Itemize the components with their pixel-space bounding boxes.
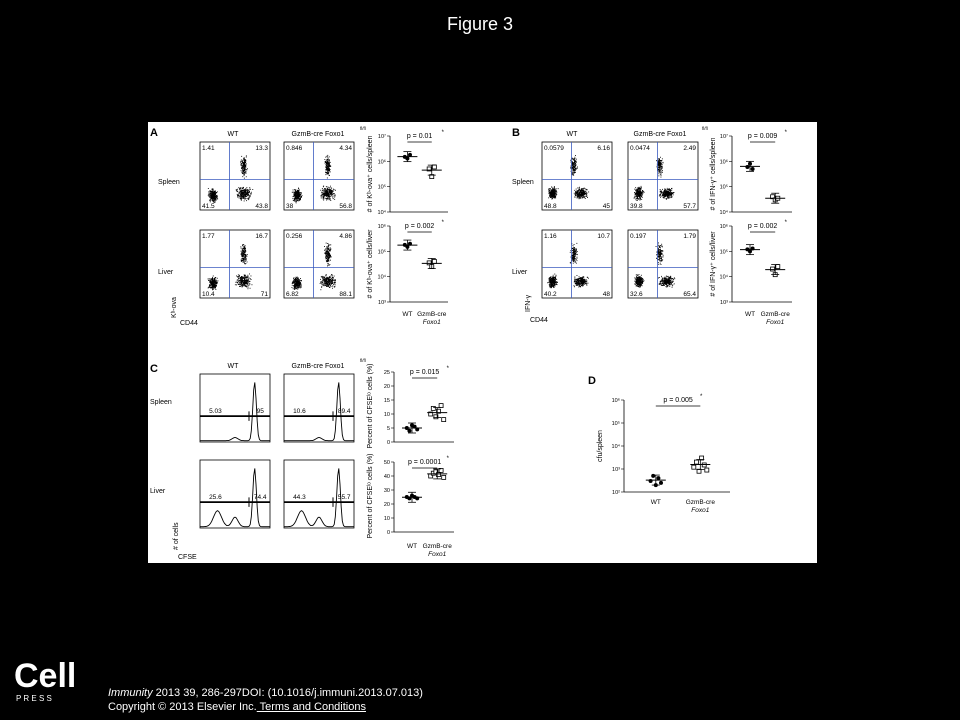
panel-a-bottom-ylabel: # of Kᵇ-ova⁺ cells/liver [367, 229, 374, 299]
panel-b-col-wt: WT [566, 131, 578, 138]
panel-a-top-ylabel: # of Kᵇ-ova⁺ cells/spleen [367, 135, 374, 213]
panel-c-bottom-ytick-label: 50 [383, 460, 390, 466]
panel-c-top-ytick-label: 20 [383, 384, 390, 390]
panel-b-top-ytick-label: 10⁵ [719, 184, 728, 191]
panel-b-bottom-pvalue: p = 0.002 [747, 223, 778, 230]
panel-d-ytick-label: 10⁴ [611, 444, 620, 450]
terms-link[interactable]: Terms and Conditions [256, 701, 366, 713]
panel-c-row-liver: Liver [150, 488, 166, 495]
panel-b-top-pvalue: p = 0.009 [747, 133, 778, 140]
panel-c-bottom-point [442, 475, 446, 479]
panel-b-liver-wt-frame [542, 230, 612, 298]
panel-b-liver-wt-q1: 1.16 [544, 233, 557, 240]
panel-b-row-spleen: Spleen [512, 179, 534, 186]
panel-a-bottom-ytick-label: 10⁴ [377, 274, 386, 281]
panel-a-xcat-ko2: Foxo1 [422, 319, 441, 326]
panel-d-ytick-label: 10⁶ [611, 398, 620, 404]
panel-c-bottom-ytick-label: 10 [383, 516, 390, 522]
panel-b-spleen-wt-q2: 6.16 [597, 145, 610, 152]
panel-b-bottom-point [776, 265, 780, 269]
panel-c-liver-wt-gate-right: 74.4 [253, 493, 267, 501]
panel-c-top-ytick-label: 5 [386, 426, 390, 432]
panel-a-top-ytick-label: 10⁶ [377, 159, 386, 166]
panel-c-spleen-ko-gate-right: 89.4 [337, 407, 351, 415]
panel-b-bottom-ytick-label: 10⁶ [719, 224, 728, 230]
panel-a-bottom-point [432, 259, 436, 263]
panel-b-xcat-ko2: Foxo1 [766, 319, 785, 326]
panel-b-bottom-point [771, 267, 775, 271]
citation-line [108, 686, 423, 700]
panel-b-xcat-ko: GzmB-cre [760, 311, 790, 318]
panel-a-top-point [432, 165, 436, 169]
panel-c-bottom-ytick-label: 30 [383, 488, 390, 494]
cell-press-logo [14, 657, 80, 703]
panel-b-top-ylabel: # of IFN-γ⁺ cells/spleen [710, 137, 717, 211]
panel-b-bottom-ytick-label: 10³ [720, 300, 728, 306]
panel-b-letter: B [512, 127, 520, 139]
panel-c-letter: C [150, 363, 158, 375]
panel-b-top-point [751, 167, 755, 171]
citation-journal: Immunity [108, 687, 153, 699]
panel-c-top-point [407, 429, 411, 433]
panel-c-col-ko: GzmB-cre Foxo1 [291, 363, 345, 370]
panel-c-yaxis-label: # of cells [173, 522, 180, 550]
panel-b-col-ko: GzmB-cre Foxo1 [633, 131, 687, 138]
panel-d-asterisk: * [700, 394, 703, 400]
panel-a-yaxis-label: Kᵇ-ova [171, 297, 178, 318]
panel-d-pvalue: p = 0.005 [663, 397, 693, 404]
panel-a-liver-wt-q4: 71 [260, 291, 268, 298]
panel-c-top-ytick-label: 25 [383, 370, 390, 376]
panel-b-liver-ko-q1: 0.197 [630, 233, 647, 240]
panel-b-spleen-wt-frame [542, 142, 612, 210]
panel-b-spleen-ko-q4: 57.7 [683, 203, 696, 210]
panel-a-xcat-ko: GzmB-cre [417, 311, 447, 318]
panel-a-spleen-ko-q3: 38 [286, 203, 294, 210]
panel-c-bottom-asterisk: * [446, 456, 449, 462]
panel-c-top-asterisk: * [446, 366, 449, 372]
panel-c-top-point [442, 418, 446, 422]
panel-d-point [651, 474, 655, 478]
panel-c-bottom-ytick-label: 40 [383, 474, 390, 480]
panel-d-ylabel: cfu/spleen [597, 430, 604, 462]
panel-c-sup: fl/fl [360, 358, 366, 363]
panel-c-liver-wt-gate-left: 25.6 [209, 493, 222, 501]
panel-b-liver-ko-q4: 65.4 [683, 291, 696, 298]
panel-c-row-spleen: Spleen [150, 399, 172, 406]
panel-a-liver-ko-q4: 88.1 [339, 291, 352, 298]
panel-b-spleen-wt-q1: 0.0579 [544, 145, 564, 152]
panel-a-spleen-wt-q4: 43.8 [255, 203, 268, 210]
panel-c-xcat-ko: GzmB-cre [422, 543, 452, 550]
panel-b-top-point [745, 165, 749, 169]
panel-a-spleen-wt-q2: 13.3 [255, 145, 268, 152]
panel-c-top-ytick-label: 15 [383, 398, 390, 404]
panel-c-top-pvalue: p = 0.015 [409, 369, 440, 376]
panel-c-top-point [431, 406, 435, 410]
panel-b-spleen-ko-q3: 39.8 [630, 203, 643, 210]
panel-c-top-ytick-label: 0 [386, 440, 390, 446]
panel-a-spleen-wt-q3: 41.5 [202, 203, 215, 210]
panel-a-liver-wt-q1: 1.77 [202, 233, 215, 240]
panel-c-bottom-ytick-label: 20 [383, 502, 390, 508]
panel-c-bottom-pvalue: p = 0.0001 [407, 459, 442, 466]
panel-b-liver-wt-q2: 10.7 [597, 233, 610, 240]
panel-d-point [656, 476, 660, 480]
panel-d-point [659, 481, 663, 485]
panel-c-top-ylabel: Percent of CFSEˡᵒ cells (%) [367, 363, 374, 449]
panel-d-xcat-wt: WT [650, 499, 661, 506]
slide-title: Figure 3 [446, 14, 514, 34]
copyright-line [108, 700, 423, 714]
panel-b-top-ytick-label: 10⁶ [719, 159, 728, 166]
panel-c-top-ytick-label: 10 [383, 412, 390, 418]
panel-b-liver-wt-q4: 48 [602, 291, 610, 298]
citation [108, 686, 423, 714]
panel-b-liver-ko-q3: 32.6 [630, 291, 643, 298]
panel-a-col-wt: WT [227, 131, 239, 138]
panel-d-point [694, 460, 698, 464]
panel-a-spleen-ko-q1: 0.846 [286, 145, 303, 152]
panel-d-ytick-label: 10⁵ [611, 421, 620, 427]
panel-a-bottom-asterisk: * [441, 220, 444, 226]
panel-d-letter: D [588, 375, 596, 387]
panel-c-top-point [439, 404, 443, 408]
figure-svg [148, 122, 817, 563]
panel-a-top-ytick-label: 10⁵ [377, 184, 386, 191]
copyright-text: Copyright © 2013 Elsevier Inc. [108, 701, 257, 713]
panel-b-top-ytick-label: 10⁴ [719, 210, 728, 216]
citation-ref: 2013 39, 286-297DOI: (10.1016/j.immuni.2013.07.013) [152, 687, 423, 699]
panel-b-top-ytick-label: 10⁷ [719, 134, 728, 140]
panel-b-spleen-ko-frame [628, 142, 698, 210]
panel-a-liver-ko-q1: 0.256 [286, 233, 303, 240]
panel-a-xaxis-label: CD44 [180, 320, 198, 327]
panel-b-bottom-ytick-label: 10⁵ [719, 249, 728, 256]
panel-c-xcat-ko2: Foxo1 [428, 551, 447, 558]
panel-b-spleen-wt-q4: 45 [602, 203, 610, 210]
panel-c-bottom-ytick-label: 0 [386, 530, 390, 536]
panel-b-top-asterisk: * [784, 130, 787, 136]
panel-b-liver-wt-q3: 40.2 [544, 291, 557, 298]
panel-a-row-liver: Liver [158, 269, 174, 276]
panel-b-spleen-ko-q1: 0.0474 [630, 145, 650, 152]
panel-b-liver-ko-frame [628, 230, 698, 298]
panel-b-bottom-ytick-label: 10⁴ [719, 274, 728, 281]
logo-subtext: P R E S S [16, 694, 52, 703]
panel-d-ytick-label: 10² [612, 490, 620, 496]
panel-a-top-pvalue: p = 0.01 [406, 133, 433, 140]
panel-b-sup: fl/fl [702, 126, 708, 131]
panel-b-xaxis-label: CD44 [530, 317, 548, 324]
panel-b-bottom-asterisk: * [784, 220, 787, 226]
panel-c-liver-ko-gate-left: 44.3 [293, 493, 306, 501]
panel-b-yaxis-label: IFN-γ [525, 294, 532, 312]
panel-a-spleen-wt-q1: 1.41 [202, 145, 215, 152]
panel-a-liver-ko-q2: 4.86 [339, 233, 352, 240]
panel-c-spleen-ko-gate-left: 10.6 [293, 407, 306, 415]
panel-a-col-ko: GzmB-cre Foxo1 [291, 131, 345, 138]
panel-c-xaxis-label: CFSE [178, 554, 197, 561]
panel-d-ytick-label: 10³ [612, 467, 620, 473]
panel-a-liver-wt-q3: 10.4 [202, 291, 215, 298]
panel-a-top-asterisk: * [441, 130, 444, 136]
panel-c-xcat-wt: WT [406, 543, 418, 550]
panel-c-bottom-ylabel: Percent of CFSEˡᵒ cells (%) [367, 453, 374, 539]
logo-text: Cell [14, 657, 77, 695]
panel-a-top-ytick-label: 10⁴ [377, 210, 386, 216]
panel-c-spleen-wt-gate-left: 5.03 [209, 407, 222, 415]
figure-panel [148, 122, 817, 563]
panel-b-bottom-ylabel: # of IFN-γ⁺ cells/liver [710, 231, 717, 297]
panel-a-bottom-ytick-label: 10⁵ [377, 249, 386, 256]
panel-d-xcat-ko: GzmB-cre [685, 499, 715, 506]
panel-a-liver-ko-q3: 6.82 [286, 291, 299, 298]
panel-a-bottom-ytick-label: 10⁶ [377, 224, 386, 230]
panel-a-letter: A [150, 127, 158, 139]
panel-a-liver-wt-q2: 16.7 [255, 233, 268, 240]
panel-c-spleen-wt-gate-right: 95 [256, 407, 264, 415]
panel-b-xcat-wt: WT [744, 311, 756, 318]
panel-b-spleen-ko-q2: 2.49 [683, 145, 696, 152]
panel-a-spleen-ko-q4: 56.8 [339, 203, 352, 210]
panel-d-point [705, 468, 709, 472]
panel-c-liver-ko-gate-right: 55.7 [337, 493, 351, 501]
panel-b-spleen-wt-q3: 48.8 [544, 203, 557, 210]
panel-a-bottom-ytick-label: 10³ [378, 300, 386, 306]
panel-a-bottom-pvalue: p = 0.002 [404, 223, 435, 230]
panel-d-point [692, 465, 696, 469]
panel-b-row-liver: Liver [512, 269, 528, 276]
panel-a-spleen-ko-q2: 4.34 [339, 145, 352, 152]
panel-a-sup: fl/fl [360, 126, 366, 131]
panel-b-liver-ko-q2: 1.79 [683, 233, 696, 240]
panel-c-col-wt: WT [227, 363, 239, 370]
panel-a-xcat-wt: WT [402, 311, 413, 318]
panel-a-row-spleen: Spleen [158, 179, 180, 186]
panel-d-xcat-ko2: Foxo1 [691, 507, 710, 514]
panel-a-top-ytick-label: 10⁷ [377, 134, 386, 140]
